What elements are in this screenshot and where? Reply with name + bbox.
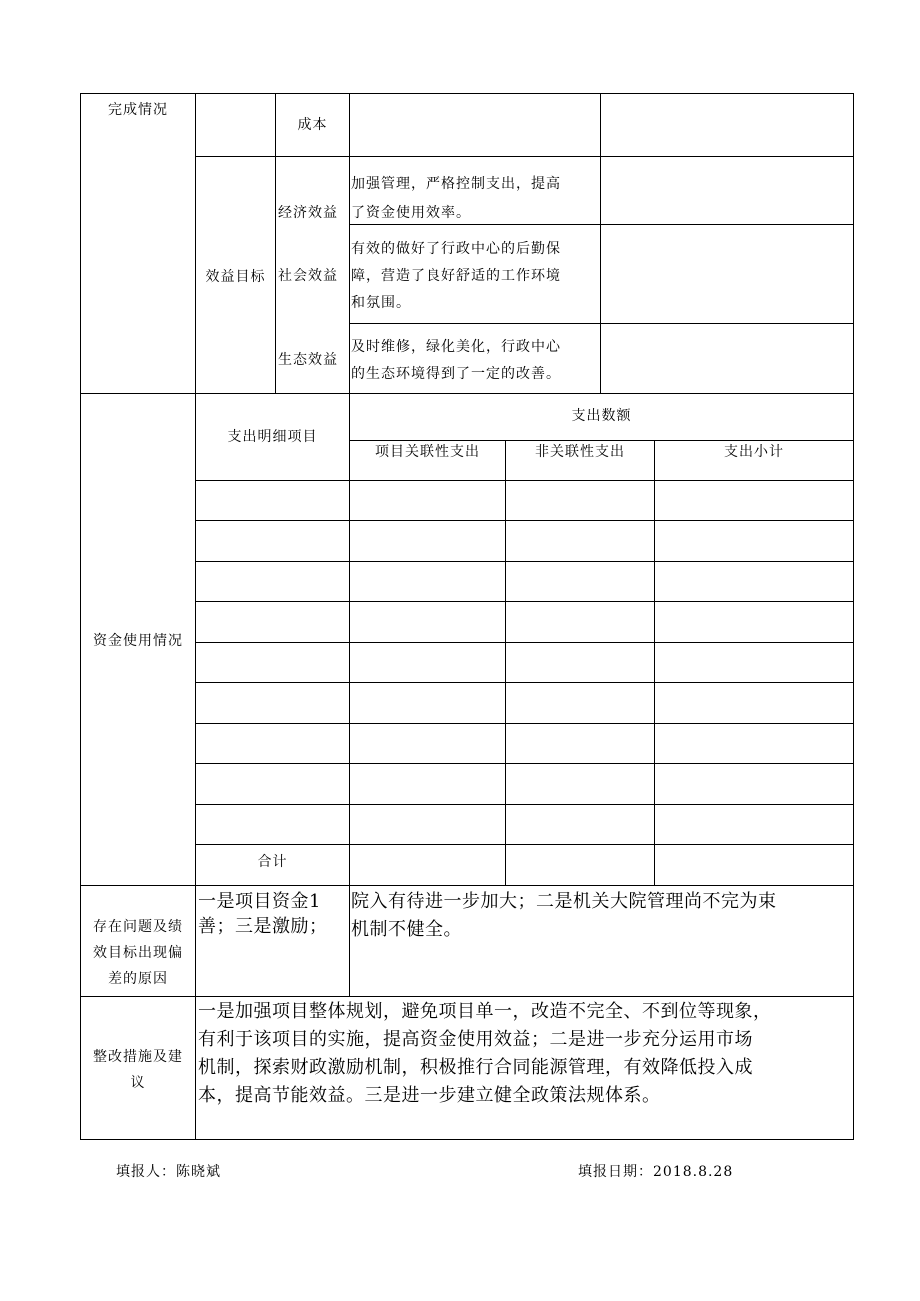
- col-divider: [275, 93, 276, 393]
- col-divider: [654, 440, 655, 885]
- measures-line-3: 机制，探索财政激励机制，积极推行合同能源管理，有效降低投入成: [198, 1057, 753, 1078]
- benefit-label: 效益目标: [205, 269, 266, 285]
- ecological-benefit-line-2: 的生态环境得到了一定的改善。: [351, 366, 561, 382]
- measures-label: [81, 1044, 195, 1096]
- row-divider: [196, 480, 854, 481]
- filler-name: 填报人：陈晓斌: [116, 1164, 221, 1180]
- measures-label-line: 议: [130, 1075, 146, 1091]
- problems-left-line-2: 善；三是激励；: [198, 916, 328, 937]
- social-benefit-label: 社会效益: [278, 268, 338, 284]
- measures-line-2: 有利于该项目的实施，提高资金使用效益；二是进一步充分运用市场: [198, 1029, 753, 1050]
- social-benefit-line-3: 和氛围。: [351, 295, 411, 311]
- row-divider: [196, 642, 854, 643]
- row-divider: [349, 224, 854, 225]
- row-divider: [196, 723, 854, 724]
- row-divider: [196, 520, 854, 521]
- row-divider: [196, 601, 854, 602]
- measures-label-line: 整改措施及建: [93, 1049, 183, 1065]
- economic-benefit-line-1: 加强管理，严格控制支出，提高: [351, 176, 561, 192]
- funds-usage-label: 资金使用情况: [93, 633, 183, 649]
- table-border-bottom: [80, 1139, 854, 1140]
- row-divider: [196, 804, 854, 805]
- problems-right-line-2: 机制不健全。: [351, 919, 462, 940]
- column-header-unrelated: 非关联性支出: [535, 444, 625, 460]
- row-divider: [349, 440, 854, 441]
- measures-line-1: 一是加强项目整体规划，避免项目单一，改造不完全、不到位等现象，: [198, 1001, 772, 1022]
- problems-right-line-1: 院入有待进一步加大；二是机关大院管理尚不完为束: [351, 891, 777, 912]
- row-divider: [196, 561, 854, 562]
- expense-detail-header: 支出明细项目: [227, 429, 318, 445]
- expense-amount-header: 支出数额: [571, 408, 632, 424]
- column-header-related: 项目关联性支出: [375, 444, 480, 460]
- problems-label-line: 差的原因: [108, 971, 168, 987]
- cost-label: 成本: [297, 117, 328, 133]
- ecological-benefit-label: 生态效益: [278, 352, 338, 368]
- total-label: 合计: [257, 854, 288, 870]
- social-benefit-line-2: 障，营造了良好舒适的工作环境: [351, 268, 561, 284]
- problems-label-line: 效目标出现偏: [93, 945, 183, 961]
- measures-line-4: 本，提高节能效益。三是进一步建立健全政策法规体系。: [198, 1085, 661, 1106]
- row-divider: [196, 682, 854, 683]
- col-divider: [600, 93, 601, 393]
- problems-label: [81, 914, 195, 992]
- completion-label: 完成情况: [108, 102, 168, 118]
- col-divider: [349, 93, 350, 997]
- row-divider: [196, 156, 854, 157]
- row-divider: [349, 323, 854, 324]
- col-divider: [195, 93, 196, 1140]
- col-divider: [505, 440, 506, 885]
- table-border-top: [80, 93, 854, 94]
- row-divider: [196, 763, 854, 764]
- row-divider: [196, 844, 854, 845]
- column-header-subtotal: 支出小计: [724, 444, 784, 460]
- economic-benefit-label: 经济效益: [278, 205, 338, 221]
- ecological-benefit-line-1: 及时维修，绿化美化，行政中心: [351, 339, 561, 355]
- row-divider: [80, 393, 854, 394]
- social-benefit-line-1: 有效的做好了行政中心的后勤保: [351, 241, 561, 257]
- problems-left-line-1: 一是项目资金1: [198, 891, 321, 912]
- problems-label-line: 存在问题及绩: [93, 919, 183, 935]
- table-border-right: [853, 93, 854, 1140]
- economic-benefit-line-2: 了资金使用效率。: [351, 205, 471, 221]
- fill-date: 填报日期：2018.8.28: [578, 1164, 734, 1180]
